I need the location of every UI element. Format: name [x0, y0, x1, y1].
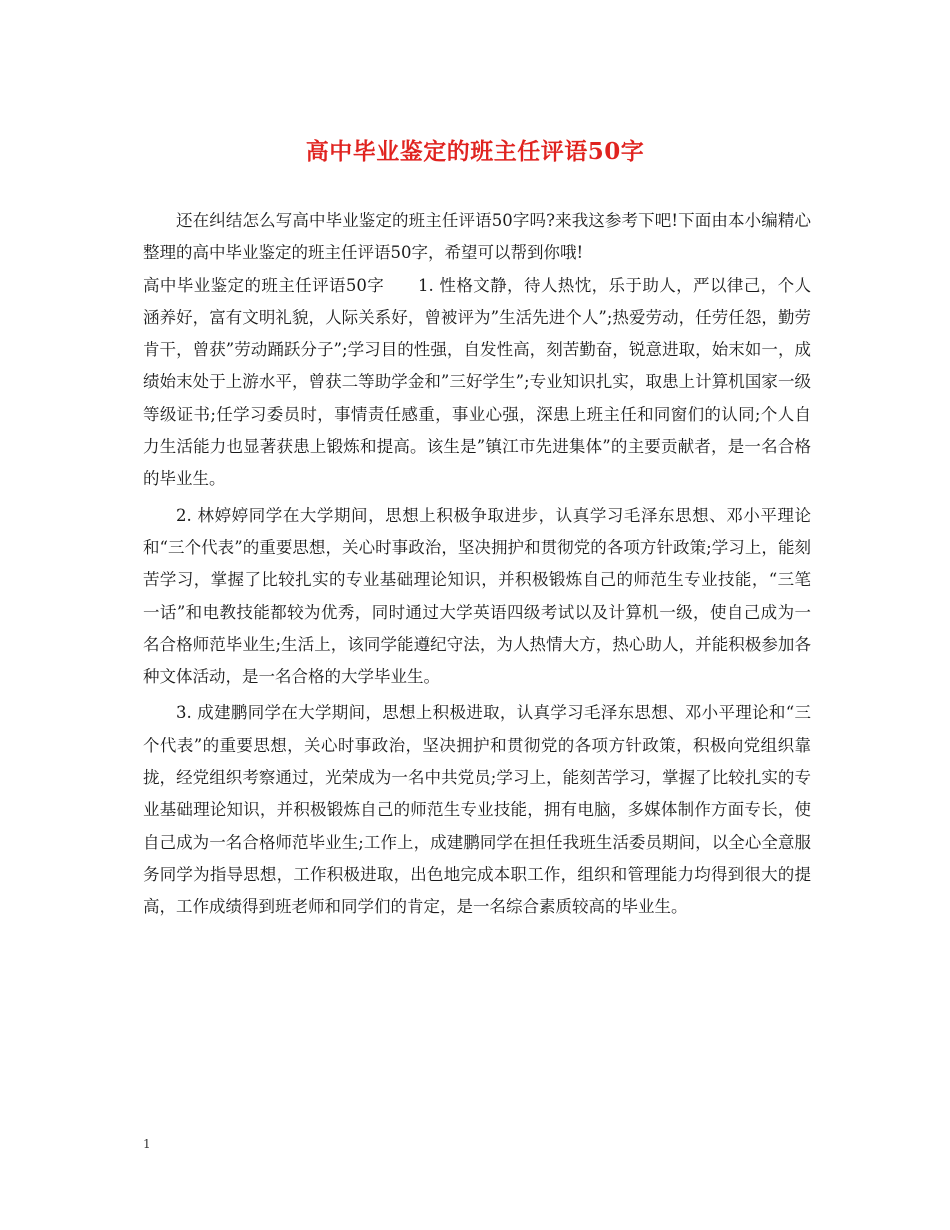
document-body — [143, 205, 811, 924]
comment-paragraph-3: 3. 成建鹏同学在大学期间，思想上积极进取，认真学习毛泽东思想、邓小平理论和“三个代表”的重要思想，关心时事政治，坚决拥护和贯彻党的各项方针政策，积极向党组织靠拢，经党组织考察通过，光荣成为一名中共党员;学习上，能刻苦学习，掌握了比较扎实的专业基础理论知识，并积极锻炼自己的师范生专业技能，拥有电脑，多媒体制作方面专长，使自己成为一名合格师范毕业生;工作上，成建鹏同学在担任我班生活委员期间，以全心全意服务同学为指导思想，工作积极进取，出色地完成本职工作，组织和管理能力均得到很大的提高，工作成绩得到班老师和同学们的肯定，是一名综合素质较高的毕业生。 — [143, 703, 811, 917]
comment-paragraph-1: 高中毕业鉴定的班主任评语50字 1. 性格文静，待人热忱，乐于助人，严以律己，个人涵养好，富有文明礼貌，人际关系好，曾被评为”生活先进个人”;热爱劳动，任劳任怨，勤劳肯干，曾获”劳动踊跃分子”;学习目的性强，自发性高，刻苦勤奋，锐意进取，始末如一，成绩始末处于上游水平，曾获二等助学金和”三好学生”;专业知识扎实，取患上计算机国家一级等级证书;任学习委员时，事情责任感重，事业心强，深患上班主任和同窗们的认同;个人自力生活能力也显著获患上锻炼和提高。该生是”镇江市先进集体”的主要贡献者，是一名合格的毕业生。 — [143, 275, 811, 489]
comment-paragraph-2: 2. 林婷婷同学在大学期间，思想上积极争取进步，认真学习毛泽东思想、邓小平理论和“三个代表”的重要思想，关心时事政治，坚决拥护和贯彻党的各项方针政策;学习上，能刻苦学习，掌握了比较扎实的专业基础理论知识，并积极锻炼自己的师范生专业技能，“三笔一话”和电教技能都较为优秀，同时通过大学英语四级考试以及计算机一级，使自己成为一名合格师范毕业生;生活上，该同学能遵纪守法，为人热情大方，热心助人，并能积极参加各种文体活动，是一名合格的大学毕业生。 — [143, 505, 811, 687]
page-number: 1 — [143, 1137, 151, 1151]
intro-paragraph: 还在纠结怎么写高中毕业鉴定的班主任评语50字吗?来我这参考下吧!下面由本小编精心整理的高中毕业鉴定的班主任评语50字，希望可以帮到你哦! — [143, 211, 811, 263]
document-title: 高中毕业鉴定的班主任评语50字 — [305, 138, 645, 165]
